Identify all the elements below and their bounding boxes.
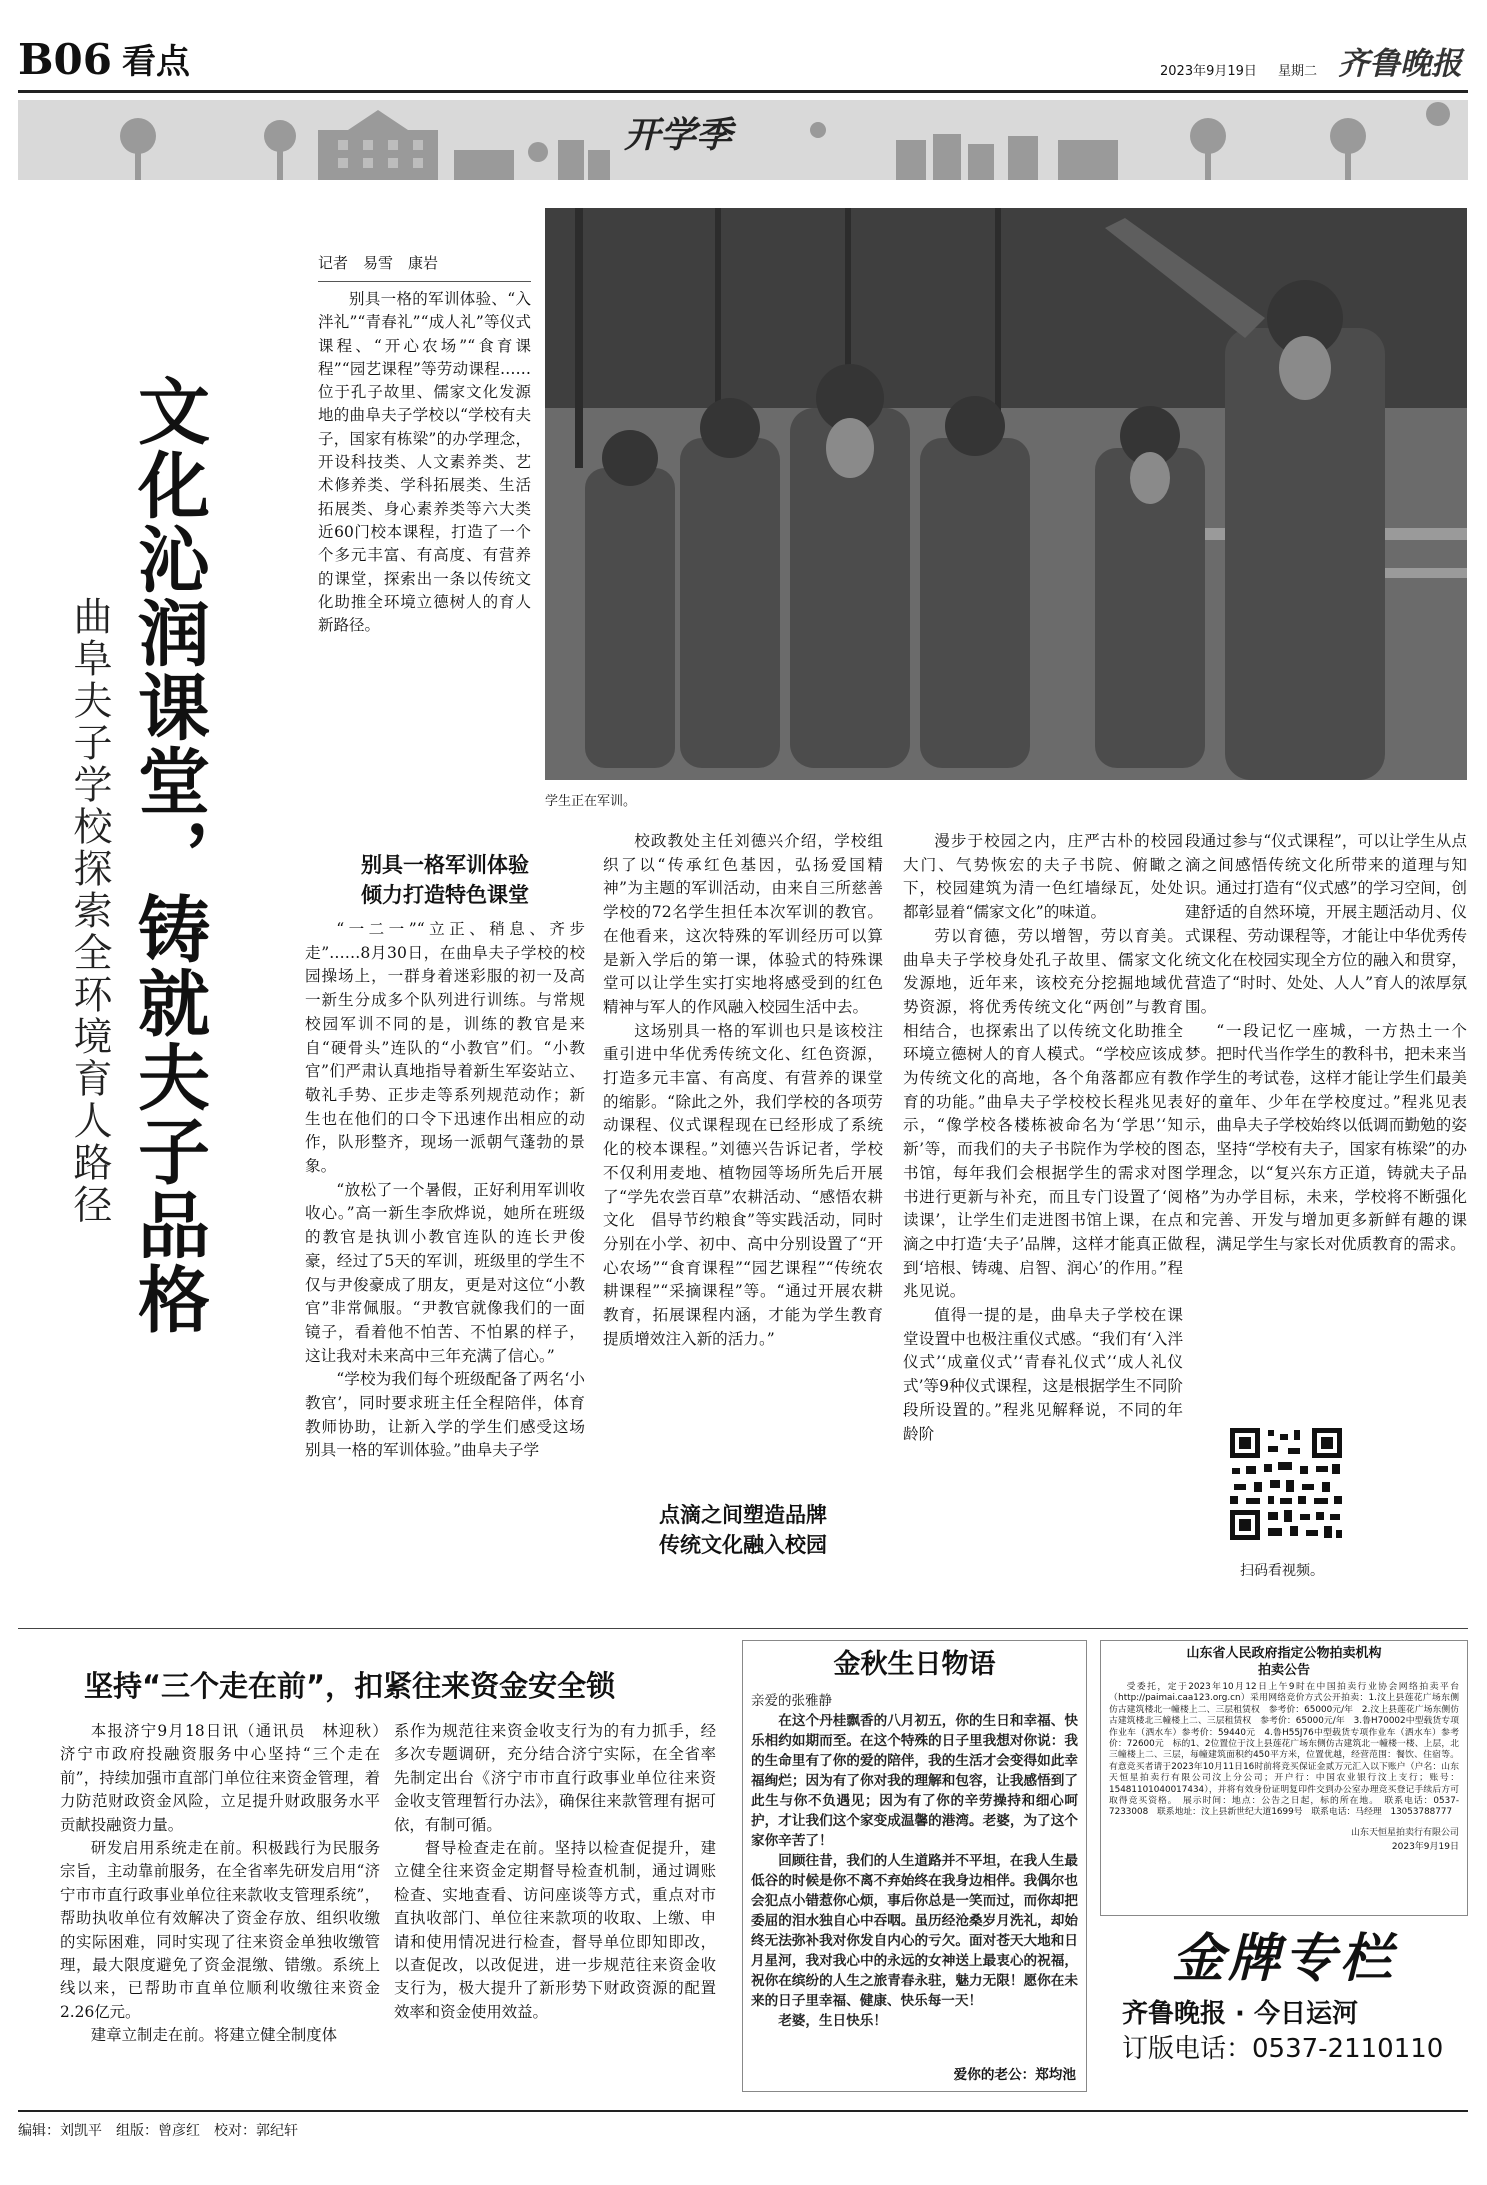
photo-caption: 学生正在军训。: [545, 794, 637, 809]
byline: 记者 易雪 康岩: [318, 254, 439, 272]
second-headline: 坚持“三个走在前”，扣紧往来资金安全锁: [84, 1669, 616, 1703]
birthday-box: [742, 1640, 1087, 2092]
banner: [18, 100, 1468, 180]
main-headline: 文化沁润课堂，铸就夫子品格: [126, 374, 210, 1336]
header-rule: [18, 90, 1468, 93]
birthday-text: 在这个丹桂飘香的八月初五，你的生日和幸福、快乐相约如期而至。在这个特殊的日子里我想对你说：我的生命里有了你的爱的陪伴，我的生活才会变得如此幸福绚烂；因为有了你对我的理解和包容，让我感悟到了此生与你不负遇见；因为有了你的辛劳操持和细心呵护，才让我们这个家变成温馨的港湾。老婆，为了这个家你辛苦了！ 回顾往昔，我们的人生道路并不平坦，在我人生最低谷的时候是你不离不弃始终在我身边相伴。我偶尔也会犯点小错惹你心烦，事后你总是一笑而过，而你却把委屈的泪水独自心中吞咽。虽历经沧桑岁月洗礼，却始终无法弥补我对你发自内心的亏欠。面对苍天大地和日月星河，我对我心中的永远的女神送上最衷心的祝福，祝你在缤纷的人生之旅青春永驻，魅力无限！愿你在未来的日子里幸福、健康、快乐每一天！ 老婆，生日快乐！: [751, 1713, 1078, 2029]
byline-rule: [318, 281, 531, 282]
main-subheadline: 曲阜夫子学校探索全环境育人路径: [67, 596, 112, 1226]
auction-title: 山东省人民政府指定公物拍卖机构 拍卖公告: [1186, 1646, 1382, 1678]
birthday-title: 金秋生日物语: [833, 1649, 996, 1680]
banner-title: 开学季: [624, 115, 733, 156]
section2-title: 点滴之间塑造品牌 传统文化融入校园: [659, 1503, 827, 1557]
birthday-signature: 爱你的老公：郑均池: [953, 2067, 1076, 2083]
footer-credits: 编辑：刘凯平 组版：曾彦红 校对：郭纪轩: [18, 2123, 298, 2139]
qr-code[interactable]: [1228, 1426, 1344, 1542]
main-col-1: “一二一”“立正、稍息、齐步走”……8月30日，在曲阜夫子学校的校园操场上，一群身着迷彩服的初一及高一新生分成多个队列进行训练。与常规校园军训不同的是，训练的教官是来自“硬骨头”连队的“小教官”们。“小教官”们严肃认真地指导着新生军姿站立、敬礼手势、正步走等系列规范动作；新生也在他们的口令下迅速作出相应的动作，队形整齐，现场一派朝气蓬勃的景象。 “放松了一个暑假，正好利用军训收收心。”高一新生李欣烨说，她所在班级的教官是执训小教官连队的连长尹俊豪，经过了5天的军训，班级里的学生不仅与尹俊豪成了朋友，更是对这位“小教官”非常佩服。“尹教官就像我们的一面镜子，看着他不怕苦、不怕累的样子，这让我对未来高中三年充满了信心。” “学校为我们每个班级配备了两名‘小教官’，同时要求班主任全程陪伴，体育教师协助，让新入学的学生们感受这场别具一格的军训体验。”曲阜夫子学: [305, 920, 585, 1460]
issue-date: 2023年9月19日: [1160, 64, 1257, 79]
paper-logo: 齐鲁晚报: [1338, 46, 1462, 82]
auction-company: 山东天恒星拍卖行有限公司: [1350, 1827, 1459, 1838]
ad-brand: 齐鲁晚报 · 今日运河: [1122, 1999, 1358, 2029]
ad-box: [1100, 1920, 1468, 2092]
main-col-2: 校政教处主任刘德兴介绍，学校组织了以“传承红色基因，弘扬爱国精神”为主题的军训活动，由来自三所慈善学校的72名学生担任本次军训的教官。在他看来，这次特殊的军训经历可以算是新入学后的第一课，体验式的特殊课堂可以让学生实打实地将感受到的红色精神与军人的作风融入校园生活中去。 这场别具一格的军训也只是该校注重引进中华优秀传统文化、红色资源，打造多元丰富、有高度、有营养的课堂的缩影。“除此之外，我们学校的各项劳动课程、仪式课程现在已经形成了系统化的校本课程。”刘德兴告诉记者，学校不仅利用麦地、植物园等场所先后开展了“学先农尝百草”农耕活动、“感悟农耕文化 倡导节约粮食”等实践活动，同时分别在小学、初中、高中分别设置了“开心农场”“食育课程”“园艺课程”“传统农耕课程”“采摘课程”等。“通过开展农耕教育，拓展课程内涵，才能为学生教育提质增效注入新的活力。”: [603, 832, 883, 1348]
main-col-4: 段通过参与“仪式课程”，可以让学生从点滴之间感悟传统文化所带来的道理与知识。通过打造有“仪式感”的学习空间，创建舒适的自然环境，开展主题活动月、仪式课程、劳动课程等，才能让中华优秀传统文化在校园实现全方位的融入和贯穿，营造了“时时、处处、人人”育人的浓厚氛围。 “一段记忆一座城，一方热土一个梦。把时代当作学生的教科书，把未来当作学生的考试卷，这样才能让学生们最美好的童年、少年在学校度过。”程兆见表示，曲阜夫子学校始终以低调而勤勉的姿态，坚持“学校有夫子，国家有栋梁”的办学理念，以“复兴东方正道，铸就夫子品格”为办学目标，未来，学校将不断强化和完善、开发与增加更多新鲜有趣的课程，满足学生与家长对优质教育的需求。: [1185, 832, 1467, 1253]
second-col-1: 本报济宁9月18日讯（通讯员 林迎秋） 济宁市政府投融资服务中心坚持“三个走在前”，持续加强市直部门单位往来资金管理，着力防范财政资金风险，立足提升财政服务水平贡献投融资力量。 研发启用系统走在前。积极践行为民服务宗旨，主动靠前服务，在全省率先研发启用“济宁市市直行政事业单位往来款收支管理系统”，帮助执收单位有效解决了资金存放、组织收缴的实际困难，同时实现了往来资金单独收缴管理，最大限度避免了资金混缴、错缴。系统上线以来，已帮助市直单位顺利收缴往来资金2.26亿元。 建章立制走在前。将建立健全制度体: [60, 1722, 396, 2045]
page-code: B06: [18, 35, 112, 84]
ad-phone: 订版电话：0537-2110110: [1122, 2034, 1444, 2064]
ad-title: 金牌专栏: [1171, 1928, 1396, 1989]
issue-weekday: 星期二: [1278, 64, 1318, 79]
banner-illustration: [18, 100, 1468, 180]
birthday-greeting: 亲爱的张雅静: [751, 1693, 832, 1709]
article-divider: [18, 1628, 1468, 1629]
second-col-2: 系作为规范往来资金收支行为的有力抓手，经多次专题调研，充分结合济宁实际，在全省率先制定出台《济宁市市直行政事业单位往来资金收支管理暂行办法》，确保往来款管理有据可依，有制可循。 督导检查走在前。坚持以检查促提升，建立健全往来资金定期督导检查机制，通过调账检查、实地查看、访问座谈等方式，重点对市直执收部门、单位往来款项的收取、上缴、申请和使用情况进行检查，督导单位即知即改，以查促改，以改促进，进一步规范往来资金收支行为，极大提升了新形势下财政资源的配置效率和资金使用效益。: [394, 1722, 716, 2021]
footer-rule: [18, 2110, 1468, 2112]
qr-caption: 扫码看视频。: [1240, 1563, 1324, 1579]
auction-body: 受委托，定于2023年10月12日上午9时在中国拍卖行业协会网络拍卖平台（http://paimai.caa123.org.cn）采用网络竞价方式公开拍卖：1.汶上县莲花广场东侧仿古建筑楼北一幢楼上二、三层租赁权 参考价：65000元/年 2.汶上县莲花广场东侧仿古建筑楼北三幢楼上二、三层租赁权 参考价：65000元/年 3.鲁H70002中型载货专项作业车（洒水车）参考价：59440元 4.鲁H55J76中型载货专项作业车（洒水车）参考价：72600元 标的1、2位置位于汶上县莲花广场东侧仿古建筑北一幢楼一楼、上层，北三幢楼上二、三层，每幢建筑面积约450平方米，位置优越，经营范围：餐饮、住宿等。有意竞买者请于2023年10月11日16时前将竞买保证金贰万元汇入以下账户（户名：山东天恒星拍卖行有限公司汶上分公司；开户行：中国农业银行汶上支行；账号：15481101040017434），并将有效身份证明复印件交到办公室办理竞买登记手续后方可取得竞买资格。 展示时间：地点：公告之日起，标的所在地。 联系电话：0537-7233008 联系地址：汶上县新世纪大道1699号 联系电话：马经理 13053788777: [1109, 1682, 1459, 1818]
auction-date: 2023年9月19日: [1391, 1841, 1459, 1852]
main-col-3: 漫步于校园之内，庄严古朴的校园大门、气势恢宏的夫子书院、俯瞰之下，校园建筑为清一色红墙绿瓦，处处都彰显着“儒家文化”的味道。 劳以育德，劳以增智，劳以育美。曲阜夫子学校身处孔子故里、儒家文化发源地，近年来，该校充分挖掘地域优势资源，将优秀传统文化“两创”与教育相结合，也探索出了以传统文化助推全环境立德树人的育人模式。“学校应该成为传统文化的高地，各个角落都应有教育的功能。”曲阜夫子学校校长程兆见表示，“像学校各楼栋被命名为‘学思’‘知新’等，而我们的夫子书院作为学校的图书馆，每年我们会根据学生的需求对图书进行更新与补充，而且专门设置了‘阅读课’，让学生们走进图书馆上课，在点滴之中打造‘夫子’品牌，这样才能真正做到‘培根、铸魂、启智、润心’的作用。”程兆见说。 值得一提的是，曲阜夫子学校在课堂设置中也极注重仪式感。“我们有‘入泮仪式’‘成童仪式’‘青春礼仪式’‘成人礼仪式’等9种仪式课程，这是根据学生不同阶段所设置的。”程兆见解释说，不同的年龄阶: [903, 832, 1183, 1443]
section1-title: 别具一格军训体验 倾力打造特色课堂: [361, 853, 529, 907]
lead-paragraph: 别具一格的军训体验、“入泮礼”“青春礼”“成人礼”等仪式课程、“开心农场”“食育课程”“园艺课程”等劳动课程……位于孔子故里、儒家文化发源地的曲阜夫子学校以“学校有夫子，国家有栋梁”的办学理念，开设科技类、人文素养类、艺术修养类、学科拓展类、生活拓展类、身心素养类等六大类近60门校本课程，打造了一个个多元丰富、有高度、有营养的课堂，探索出一条以传统文化助推全环境立德树人的育人新路径。: [318, 290, 531, 635]
training-photo: [545, 208, 1467, 780]
auction-notice: [1100, 1640, 1468, 1916]
section-name: 看点: [122, 42, 190, 82]
